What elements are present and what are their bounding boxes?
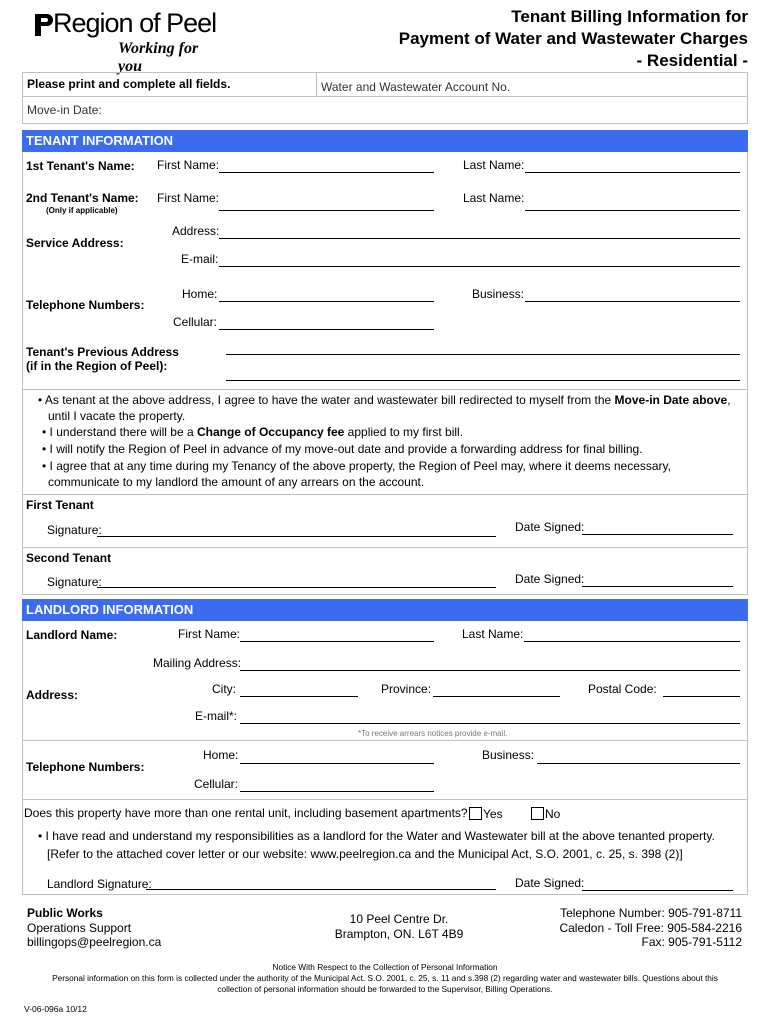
service-address-input[interactable]: [219, 238, 740, 239]
landlord-acknowledgement: • I have read and understand my responsibilities as a landlord for the Water and Wastewater bill at the above tenanted property.: [38, 829, 715, 843]
postal-code-input[interactable]: [663, 696, 740, 697]
account-number-field[interactable]: Water and Wastewater Account No.: [321, 80, 511, 94]
footer-address-line-1: 10 Peel Centre Dr.: [349, 912, 449, 926]
city-input[interactable]: [240, 696, 358, 697]
landlord-name-label: Landlord Name:: [26, 628, 118, 642]
landlord-address-label: Address:: [26, 688, 79, 702]
tenant2-first-name-input[interactable]: [219, 210, 434, 211]
logo: [33, 8, 223, 75]
privacy-notice: [22, 962, 748, 995]
privacy-notice-title: Notice With Respect to the Collection of Personal Information: [272, 962, 498, 972]
last-name-label: Last Name:: [463, 158, 525, 172]
last-name-label: Last Name:: [463, 191, 525, 205]
previous-address-label: Tenant's Previous Address: [26, 345, 179, 359]
footer-fax: Fax: 905-791-5112: [641, 935, 742, 949]
no-checkbox[interactable]: [531, 807, 544, 820]
landlord-section-header: LANDLORD INFORMATION: [22, 599, 748, 621]
first-tenant-signature-input[interactable]: [97, 536, 496, 537]
business-label: Business:: [482, 748, 535, 762]
landlord-telephone-label: Telephone Numbers:: [26, 760, 145, 774]
previous-address-input-1[interactable]: [226, 354, 740, 355]
first-tenant-name-label: 1st Tenant's Name:: [26, 159, 135, 173]
tenant-home-phone-input[interactable]: [219, 301, 434, 302]
title-line-1: Tenant Billing Information for: [511, 7, 748, 26]
home-label: Home:: [182, 287, 218, 301]
peel-logo-icon: [33, 12, 53, 38]
landlord-home-phone-input[interactable]: [240, 763, 434, 764]
tenant-business-phone-input[interactable]: [525, 301, 740, 302]
privacy-notice-line-2: collection of personal information should be forwarded to the Supervisor, Billing Operations.: [217, 984, 553, 994]
province-input[interactable]: [433, 696, 560, 697]
date-signed-label: Date Signed:: [515, 876, 585, 890]
previous-address-sublabel: (if in the Region of Peel):: [26, 359, 168, 373]
cellular-label: Cellular:: [173, 315, 218, 329]
move-in-date-field[interactable]: Move-in Date:: [27, 103, 102, 117]
email-label: E-mail:: [181, 252, 219, 266]
signature-label: Signature:: [47, 575, 102, 589]
logo-name: Region of Peel: [53, 8, 217, 38]
landlord-email-label: E-mail*:: [195, 709, 238, 723]
only-if-applicable-note: (Only if applicable): [46, 206, 118, 215]
second-tenant-label: Second Tenant: [26, 551, 112, 565]
tenant-cellular-input[interactable]: [219, 329, 434, 330]
footer-address: [318, 912, 480, 941]
yes-checkbox[interactable]: [469, 807, 482, 820]
agreement-bullet-4: • I agree that at any time during my Tenancy of the above property, the Region of Peel may, where it deems necessary, communicate to my landlord the amount of any arrears on the account.: [42, 459, 671, 489]
landlord-signature-label: Landlord Signature:: [47, 877, 152, 891]
landlord-business-phone-input[interactable]: [537, 763, 740, 764]
footer-contact-right: [559, 906, 742, 950]
date-signed-label: Date Signed:: [515, 572, 585, 586]
first-tenant-label: First Tenant: [26, 498, 94, 512]
title-line-3: - Residential -: [636, 51, 748, 70]
agreement-bullet-2: • I understand there will be a Change of Occupancy fee applied to my first bill.: [42, 425, 464, 439]
landlord-reference: [Refer to the attached cover letter or our website: www.peelregion.ca and the Municipal Act, S.O. 2001, c. 25, s. 398 (2)]: [47, 847, 683, 861]
service-address-label: Service Address:: [26, 236, 124, 250]
landlord-first-name-input[interactable]: [240, 641, 434, 642]
city-label: City:: [212, 682, 236, 696]
address-label: Address:: [172, 224, 220, 238]
yes-label: Yes: [483, 807, 503, 821]
home-label: Home:: [203, 748, 239, 762]
agreement-bullet-3: • I will notify the Region of Peel in advance of my move-out date and provide a forwarding address for final billing.: [42, 442, 643, 456]
second-tenant-date-input[interactable]: [582, 586, 733, 587]
footer-address-line-2: Brampton, ON. L6T 4B9: [334, 926, 464, 941]
business-label: Business:: [472, 287, 525, 301]
first-tenant-date-input[interactable]: [582, 534, 733, 535]
agreement-bullet-1: • As tenant at the above address, I agree to have the water and wastewater bill redirected to myself from the Move-in Date above, until I vacate the property.: [38, 393, 731, 423]
second-tenant-name-label: 2nd Tenant's Name:: [26, 191, 139, 205]
mailing-address-input[interactable]: [240, 670, 740, 671]
tenant2-last-name-input[interactable]: [525, 210, 740, 211]
title-line-2: Payment of Water and Wastewater Charges: [398, 29, 748, 48]
footer-tollfree: Caledon - Toll Free: 905-584-2216: [559, 920, 742, 935]
privacy-notice-line-1: Personal information on this form is collected under the authority of the Municipal Act. S.O. 2001, c. 25, s. 11 and s.398 (2) regarding water and wastewater bills. Questions about this: [52, 973, 718, 983]
instruction-text: Please print and complete all fields.: [27, 77, 231, 91]
second-tenant-signature-input[interactable]: [97, 587, 496, 588]
last-name-label: Last Name:: [462, 627, 524, 641]
signature-label: Signature:: [47, 523, 102, 537]
first-name-label: First Name:: [157, 158, 220, 172]
footer-email[interactable]: billingops@peelregion.ca: [27, 935, 162, 949]
form-code: V-06-096a 10/12: [24, 1004, 87, 1014]
footer-dept-sub: Operations Support: [27, 920, 132, 935]
tenant-email-input[interactable]: [219, 266, 740, 267]
postal-code-label: Postal Code:: [588, 682, 657, 696]
footer-phone: Telephone Number: 905-791-8711: [560, 906, 742, 920]
logo-tagline: Working for you: [118, 40, 199, 75]
landlord-signature-input[interactable]: [146, 889, 496, 890]
landlord-email-input[interactable]: [240, 723, 740, 724]
landlord-cellular-input[interactable]: [240, 791, 434, 792]
first-name-label: First Name:: [157, 191, 220, 205]
tenant-section-header: TENANT INFORMATION: [22, 130, 748, 152]
page-title: [399, 6, 748, 72]
footer-dept: Public Works: [27, 906, 103, 920]
landlord-last-name-input[interactable]: [524, 641, 740, 642]
footer-contact-left: [27, 906, 161, 950]
date-signed-label: Date Signed:: [515, 520, 585, 534]
landlord-date-input[interactable]: [582, 890, 733, 891]
email-note: *To receive arrears notices provide e-mail.: [358, 729, 508, 738]
no-label: No: [545, 807, 561, 821]
previous-address-input-2[interactable]: [226, 380, 740, 381]
tenant1-last-name-input[interactable]: [525, 172, 740, 173]
cellular-label: Cellular:: [194, 777, 239, 791]
telephone-numbers-label: Telephone Numbers:: [26, 298, 145, 312]
first-name-label: First Name:: [178, 627, 241, 641]
province-label: Province:: [381, 682, 432, 696]
mailing-address-label: Mailing Address:: [153, 656, 242, 670]
tenant1-first-name-input[interactable]: [219, 172, 434, 173]
rental-unit-question: Does this property have more than one rental unit, including basement apartments?: [24, 806, 468, 820]
